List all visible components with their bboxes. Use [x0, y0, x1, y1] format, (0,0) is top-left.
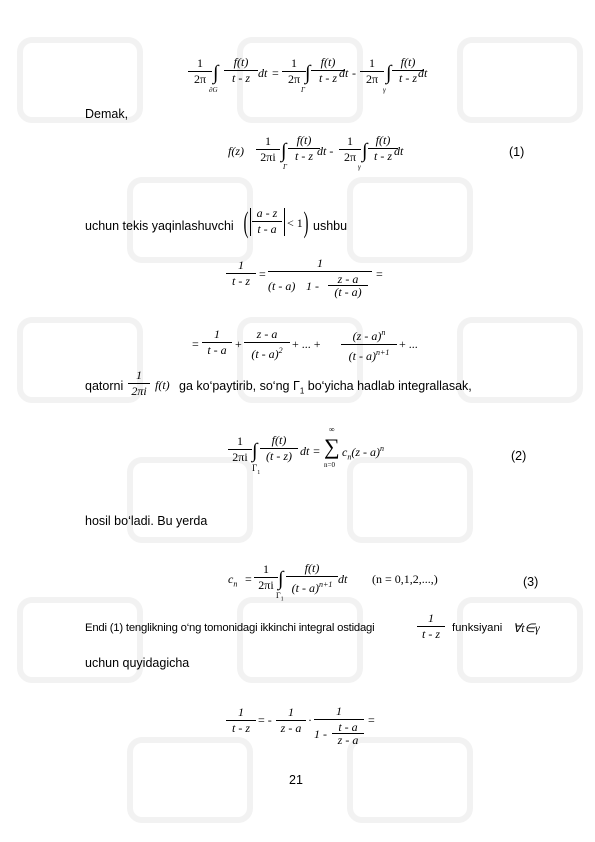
sum-lower-limit: n=0 — [324, 461, 335, 469]
integral-sign: ∫ — [386, 62, 392, 84]
paren-right: ) — [303, 206, 309, 239]
differential: dt — [394, 144, 404, 158]
fraction: z - a (t - a)$^2$ — [244, 328, 290, 361]
differential: dt — [258, 66, 268, 80]
fraction: 1 2π — [360, 57, 384, 86]
fraction: f(t) t - z — [311, 56, 345, 85]
sum-sign: ∑ — [324, 434, 340, 459]
function-f-t: f(t) — [155, 378, 170, 392]
abs-bar-right — [284, 208, 285, 236]
text-demak: Demak, — [85, 107, 129, 121]
equals-sign: = — [192, 337, 199, 351]
ellipsis: + ... + — [292, 337, 321, 351]
fraction: 1 (t - a) 1 - z - a (t - a) — [268, 257, 372, 303]
text-uchun-quyidagicha: uchun quyidagicha — [85, 656, 190, 670]
fraction: f(t) (t - z) — [260, 434, 298, 463]
inequality: < 1 — [287, 216, 303, 230]
integral-sign: ∫ — [305, 62, 311, 84]
fraction: 1 t - z — [226, 706, 256, 735]
fraction: 1 2π — [339, 135, 361, 164]
equals-minus: = - — [258, 713, 272, 727]
fraction: 1 2πi — [228, 435, 252, 464]
differential: dt — [338, 572, 348, 586]
text: ga ko‘paytirib, so‘ng Γ — [179, 379, 300, 393]
contour-label: Γ — [283, 163, 287, 171]
differential: dt - — [317, 144, 334, 158]
contour-label: γ — [383, 86, 386, 94]
sum-upper-limit: ∞ — [329, 425, 335, 434]
text: qatorni — [85, 379, 124, 393]
fraction: 1 2π — [188, 57, 212, 86]
fraction: 1 t - z — [226, 259, 256, 288]
fraction: 1 2πi — [256, 135, 280, 164]
differential: dt = — [300, 444, 321, 458]
fraction: f(t) t - z — [288, 134, 320, 163]
fraction: a - z t - a — [252, 207, 282, 236]
quantifier: ∀t∈γ — [513, 621, 540, 635]
fraction: f(t) t - z — [392, 56, 424, 85]
fraction: f(t) t - z — [224, 56, 258, 85]
equation-number: (1) — [509, 145, 525, 159]
contour-label: ∂G — [209, 86, 218, 94]
fraction: 1 t - z — [417, 612, 445, 641]
equals-sign: = — [368, 713, 375, 727]
equation-number: (2) — [511, 449, 527, 463]
page-number: 21 — [289, 773, 303, 787]
equals-sign: = — [259, 267, 266, 281]
integral-sign: ∫ — [362, 140, 368, 162]
fraction: f(t) (t - a)$^{n+1}$ — [286, 562, 338, 595]
fraction: 1 2πi — [254, 563, 278, 592]
equation-number: (3) — [523, 575, 539, 589]
fraction: 1 2π — [282, 57, 306, 86]
ellipsis: + ... — [399, 337, 418, 351]
text-hosil: hosil bo‘ladi. Bu yerda — [85, 514, 208, 528]
minus-sign: - — [352, 66, 356, 80]
equals-sign: = — [272, 66, 279, 80]
fraction: 1 1 - t - a z - a — [314, 705, 364, 749]
text: uchun tekis yaqinlashuvchi — [85, 219, 234, 233]
fraction: 1 z - a — [276, 706, 306, 735]
equals-sign: = — [245, 572, 252, 586]
differential: dt — [339, 66, 349, 80]
integral-sign: ∫ — [252, 440, 258, 462]
integral-sign: ∫ — [278, 568, 284, 590]
contour-label: γ — [358, 163, 361, 171]
integral-sign: ∫ — [281, 140, 287, 162]
text: ushbu — [313, 219, 348, 233]
integral-sign: ∫ — [213, 62, 219, 84]
text: funksiyani — [452, 622, 503, 634]
fraction: 1 2πi — [128, 369, 150, 398]
text: Endi (1) tenglikning o‘ng tomonidagi ikkinchi integral ostidagi — [85, 622, 375, 634]
fraction: (z - a)$^n$ (t - a)$^{n+1}$ — [341, 326, 397, 363]
fraction: 1 t - a — [202, 328, 232, 357]
differential: dt — [418, 66, 428, 80]
plus-sign: + — [235, 337, 242, 351]
index-range: (n = 0,1,2,...,) — [372, 572, 438, 586]
function-f-z: f(z) — [228, 144, 244, 158]
fraction: f(t) t - z — [368, 134, 398, 163]
abs-bar-left — [250, 208, 251, 236]
paren-left: ( — [243, 206, 249, 239]
contour-label: Γ — [301, 86, 305, 94]
multiplication-dot: · — [308, 713, 312, 727]
equals-sign: = — [376, 267, 383, 281]
